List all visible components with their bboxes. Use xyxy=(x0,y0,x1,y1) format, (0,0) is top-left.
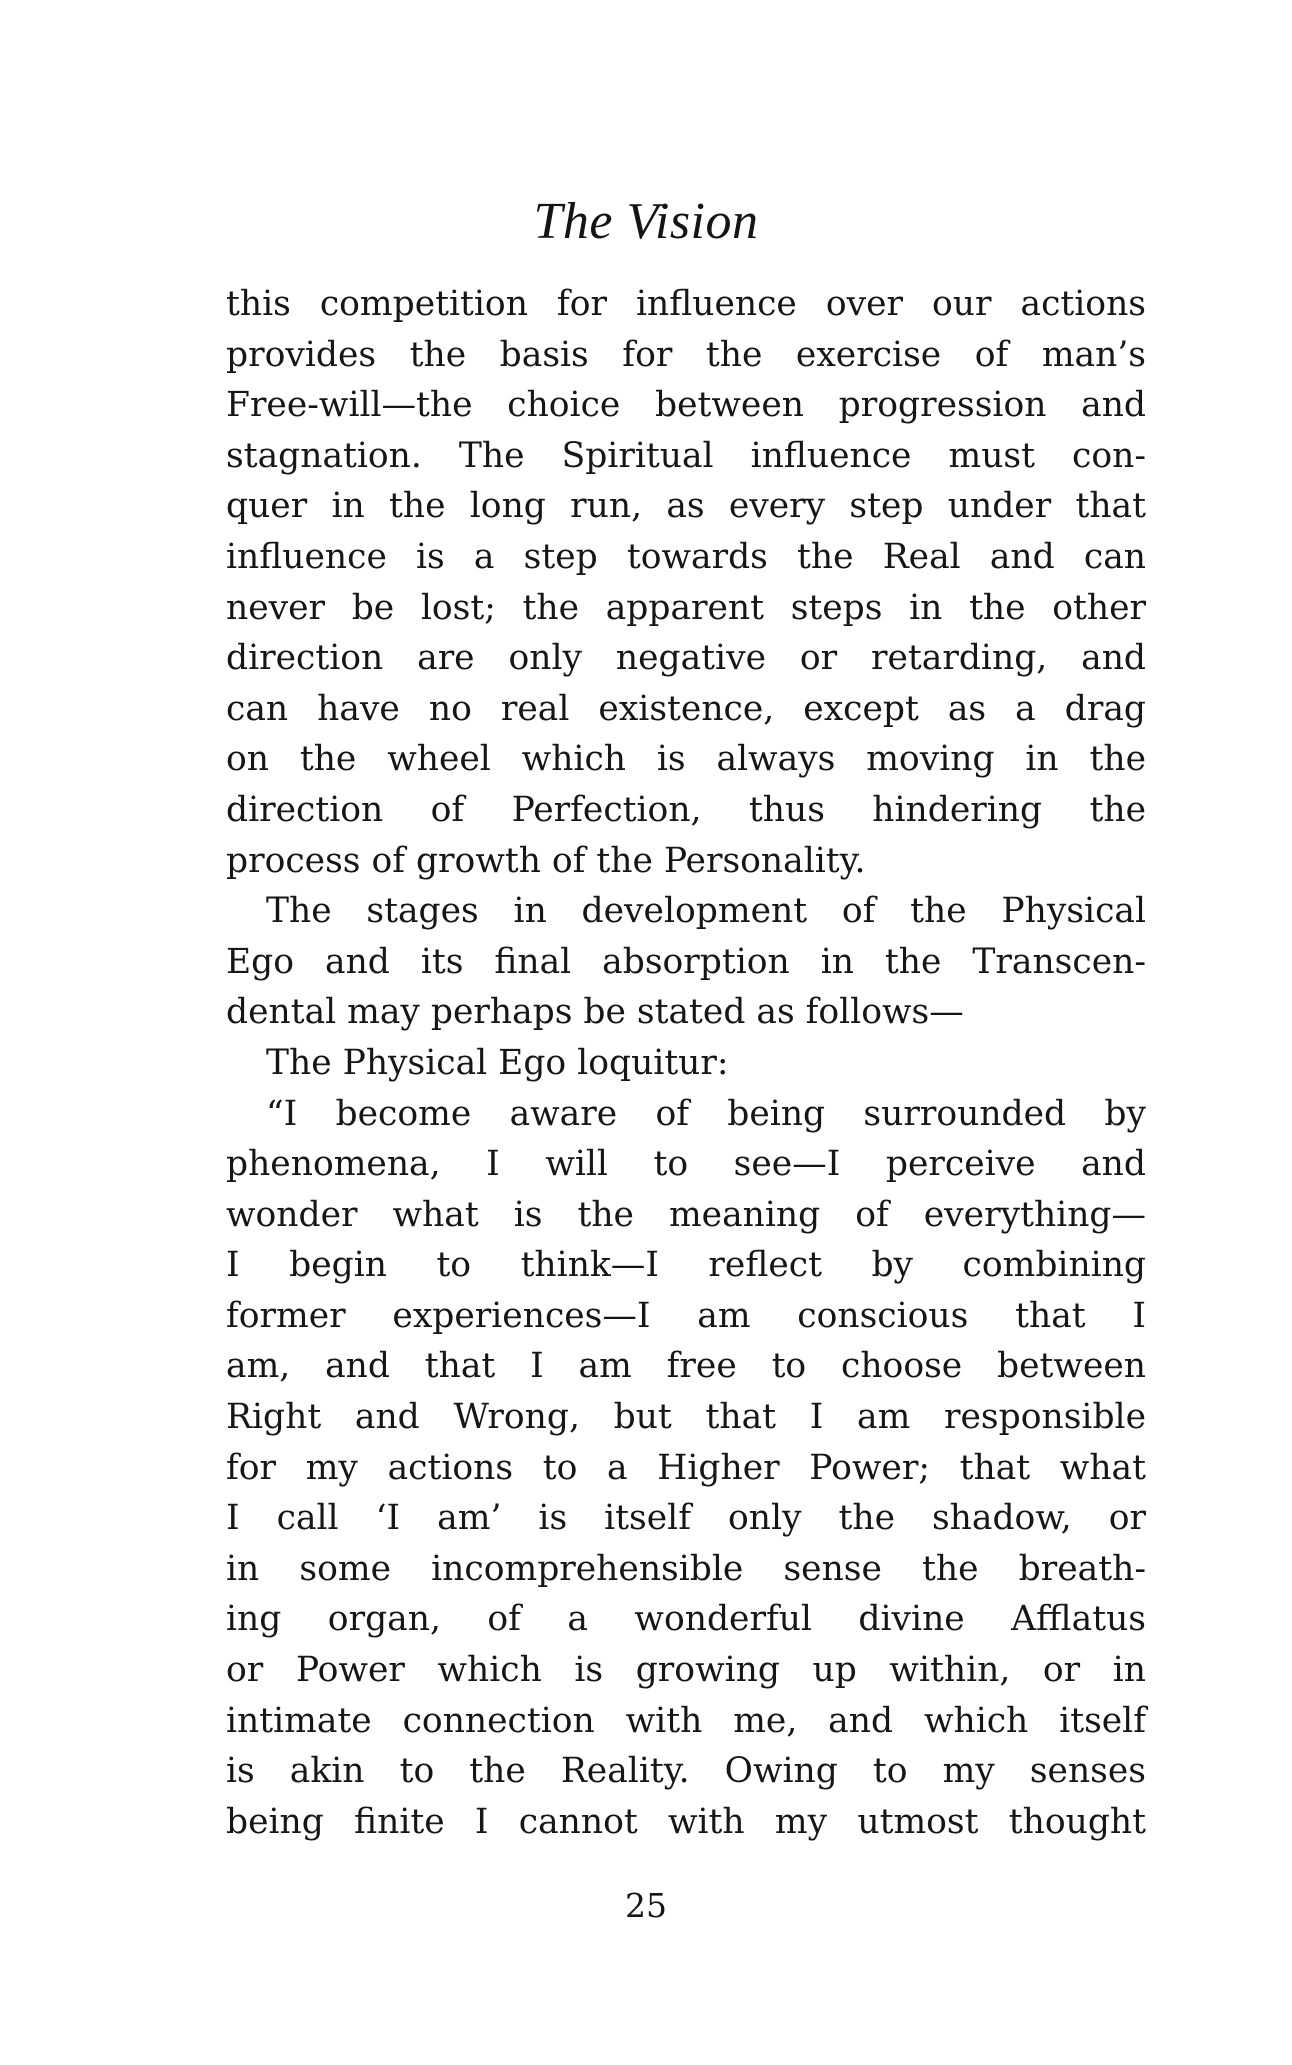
text-line: influence is a step towards the Real and can xyxy=(226,536,1146,577)
text-line: The Physical Ego loquitur: xyxy=(266,1042,729,1083)
text-line: stagnation. The Spiritual influence must con- xyxy=(226,435,1146,476)
text-line: can have no real existence, except as a drag xyxy=(226,688,1146,729)
text-line: am, and that I am free to choose between xyxy=(226,1346,1146,1387)
text-line: Ego and its final absorption in the Transcen- xyxy=(226,941,1146,982)
text-line: provides the basis for the exercise of man’s xyxy=(226,334,1146,375)
text-line: quer in the long run, as every step under that xyxy=(226,486,1146,527)
text-line: or Power which is growing up within, or in xyxy=(226,1650,1146,1691)
text-line: phenomena, I will to see—I perceive and xyxy=(226,1144,1146,1185)
text-line: Free-will—the choice between progression and xyxy=(226,385,1146,426)
body-text xyxy=(226,279,1146,1847)
text-line: “I become aware of being surrounded by xyxy=(266,1093,1146,1134)
text-line: process of growth of the Personality. xyxy=(226,840,866,881)
text-line: being finite I cannot with my utmost thought xyxy=(226,1801,1146,1842)
text-line: never be lost; the apparent steps in the other xyxy=(226,587,1146,628)
text-line: The stages in development of the Physical xyxy=(266,891,1146,932)
text-line: this competition for influence over our actions xyxy=(226,284,1146,324)
text-line: is akin to the Reality. Owing to my senses xyxy=(226,1751,1146,1792)
text-line: dental may perhaps be stated as follows— xyxy=(226,992,964,1033)
text-line: on the wheel which is always moving in the xyxy=(226,739,1146,780)
text-line: for my actions to a Higher Power; that what xyxy=(226,1447,1146,1488)
text-line: ing organ, of a wonderful divine Afflatus xyxy=(226,1599,1146,1640)
text-line: I begin to think—I reflect by combining xyxy=(226,1245,1146,1286)
page-number: 25 xyxy=(625,1886,667,1925)
text-line: direction are only negative or retarding, and xyxy=(226,638,1146,679)
text-line: intimate connection with me, and which itself xyxy=(226,1700,1146,1741)
text-line: Right and Wrong, but that I am responsible xyxy=(226,1397,1146,1438)
running-head: The Vision xyxy=(533,193,759,250)
text-line: wonder what is the meaning of everything— xyxy=(226,1194,1146,1235)
text-line: I call ‘I am’ is itself only the shadow, or xyxy=(226,1498,1146,1539)
text-line: former experiences—I am conscious that I xyxy=(226,1295,1146,1336)
text-line: direction of Perfection, thus hindering the xyxy=(226,789,1146,830)
text-line: in some incomprehensible sense the breath- xyxy=(226,1548,1146,1589)
